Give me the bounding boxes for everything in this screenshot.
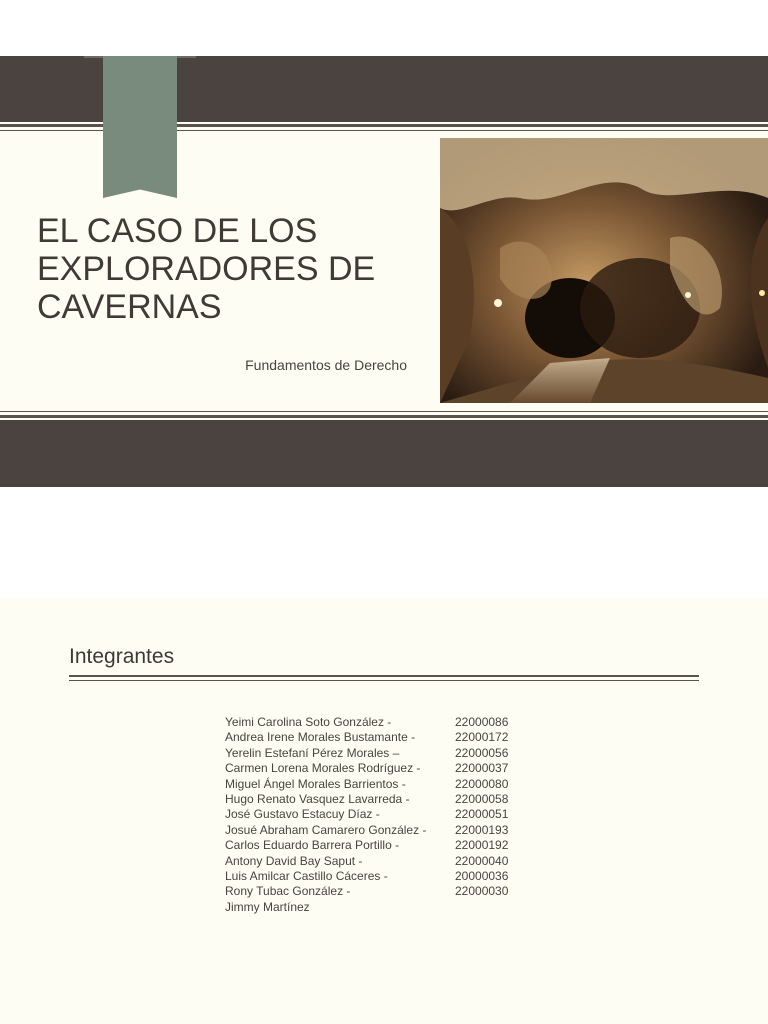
member-name: Yerelin Estefaní Pérez Morales – — [225, 745, 400, 760]
member-name: Yeimi Carolina Soto González - — [225, 715, 392, 729]
bottom-rule-thin — [0, 411, 768, 412]
member-name: Hugo Renato Vasquez Lavarreda - — [225, 791, 410, 806]
slide-subtitle: Fundamentos de Derecho — [245, 357, 407, 373]
member-name: Miguel Ángel Morales Barrientos - — [225, 776, 406, 791]
member-id: 22000037 — [455, 761, 509, 776]
list-item — [225, 746, 545, 761]
list-item — [225, 777, 545, 792]
member-id: 22000172 — [455, 730, 509, 745]
member-name: Rony Tubac González - — [225, 884, 351, 899]
list-item — [225, 900, 545, 915]
member-name: Antony David Bay Saput - — [225, 853, 363, 868]
members-slide — [0, 598, 768, 1024]
member-name: Andrea Irene Morales Bustamante - — [225, 730, 416, 745]
member-id: 20000036 — [455, 868, 509, 883]
member-id: 22000192 — [455, 838, 509, 853]
member-id: 22000086 — [455, 715, 509, 729]
member-name: Carmen Lorena Morales Rodríguez - — [225, 761, 421, 776]
member-id: 22000056 — [455, 745, 509, 760]
bottom-rule — [0, 415, 768, 418]
members-list — [225, 715, 545, 915]
member-id: 22000040 — [455, 853, 509, 868]
member-id: 22000051 — [455, 807, 509, 822]
list-item — [225, 761, 545, 776]
members-heading: Integrantes — [69, 645, 175, 668]
cave-photo-icon — [440, 138, 768, 403]
cave-photo — [440, 138, 768, 403]
title-slide — [0, 56, 768, 487]
heading-rule-thin — [69, 680, 699, 681]
list-item — [225, 730, 545, 745]
list-item — [225, 869, 545, 884]
member-id: 22000080 — [455, 776, 509, 791]
list-item — [225, 884, 545, 899]
member-id: 22000030 — [455, 884, 509, 899]
list-item — [225, 823, 545, 838]
bottom-band — [0, 420, 768, 487]
list-item — [225, 715, 545, 730]
member-name: Carlos Eduardo Barrera Portillo - — [225, 838, 400, 853]
member-name: Jimmy Martínez — [225, 899, 310, 914]
member-id: 22000058 — [455, 791, 509, 806]
heading-rule — [69, 675, 699, 677]
bookmark-ribbon — [103, 56, 177, 198]
member-name: José Gustavo Estacuy Díaz - — [225, 807, 380, 822]
member-id: 22000193 — [455, 822, 509, 837]
member-name: Josué Abraham Camarero González - — [225, 822, 427, 837]
member-name: Luis Amilcar Castillo Cáceres - — [225, 868, 388, 883]
slide-title: EL CASO DE LOS EXPLORADORES DE CAVERNAS — [37, 212, 376, 326]
list-item — [225, 854, 545, 869]
list-item — [225, 807, 545, 822]
list-item — [225, 838, 545, 853]
list-item — [225, 792, 545, 807]
